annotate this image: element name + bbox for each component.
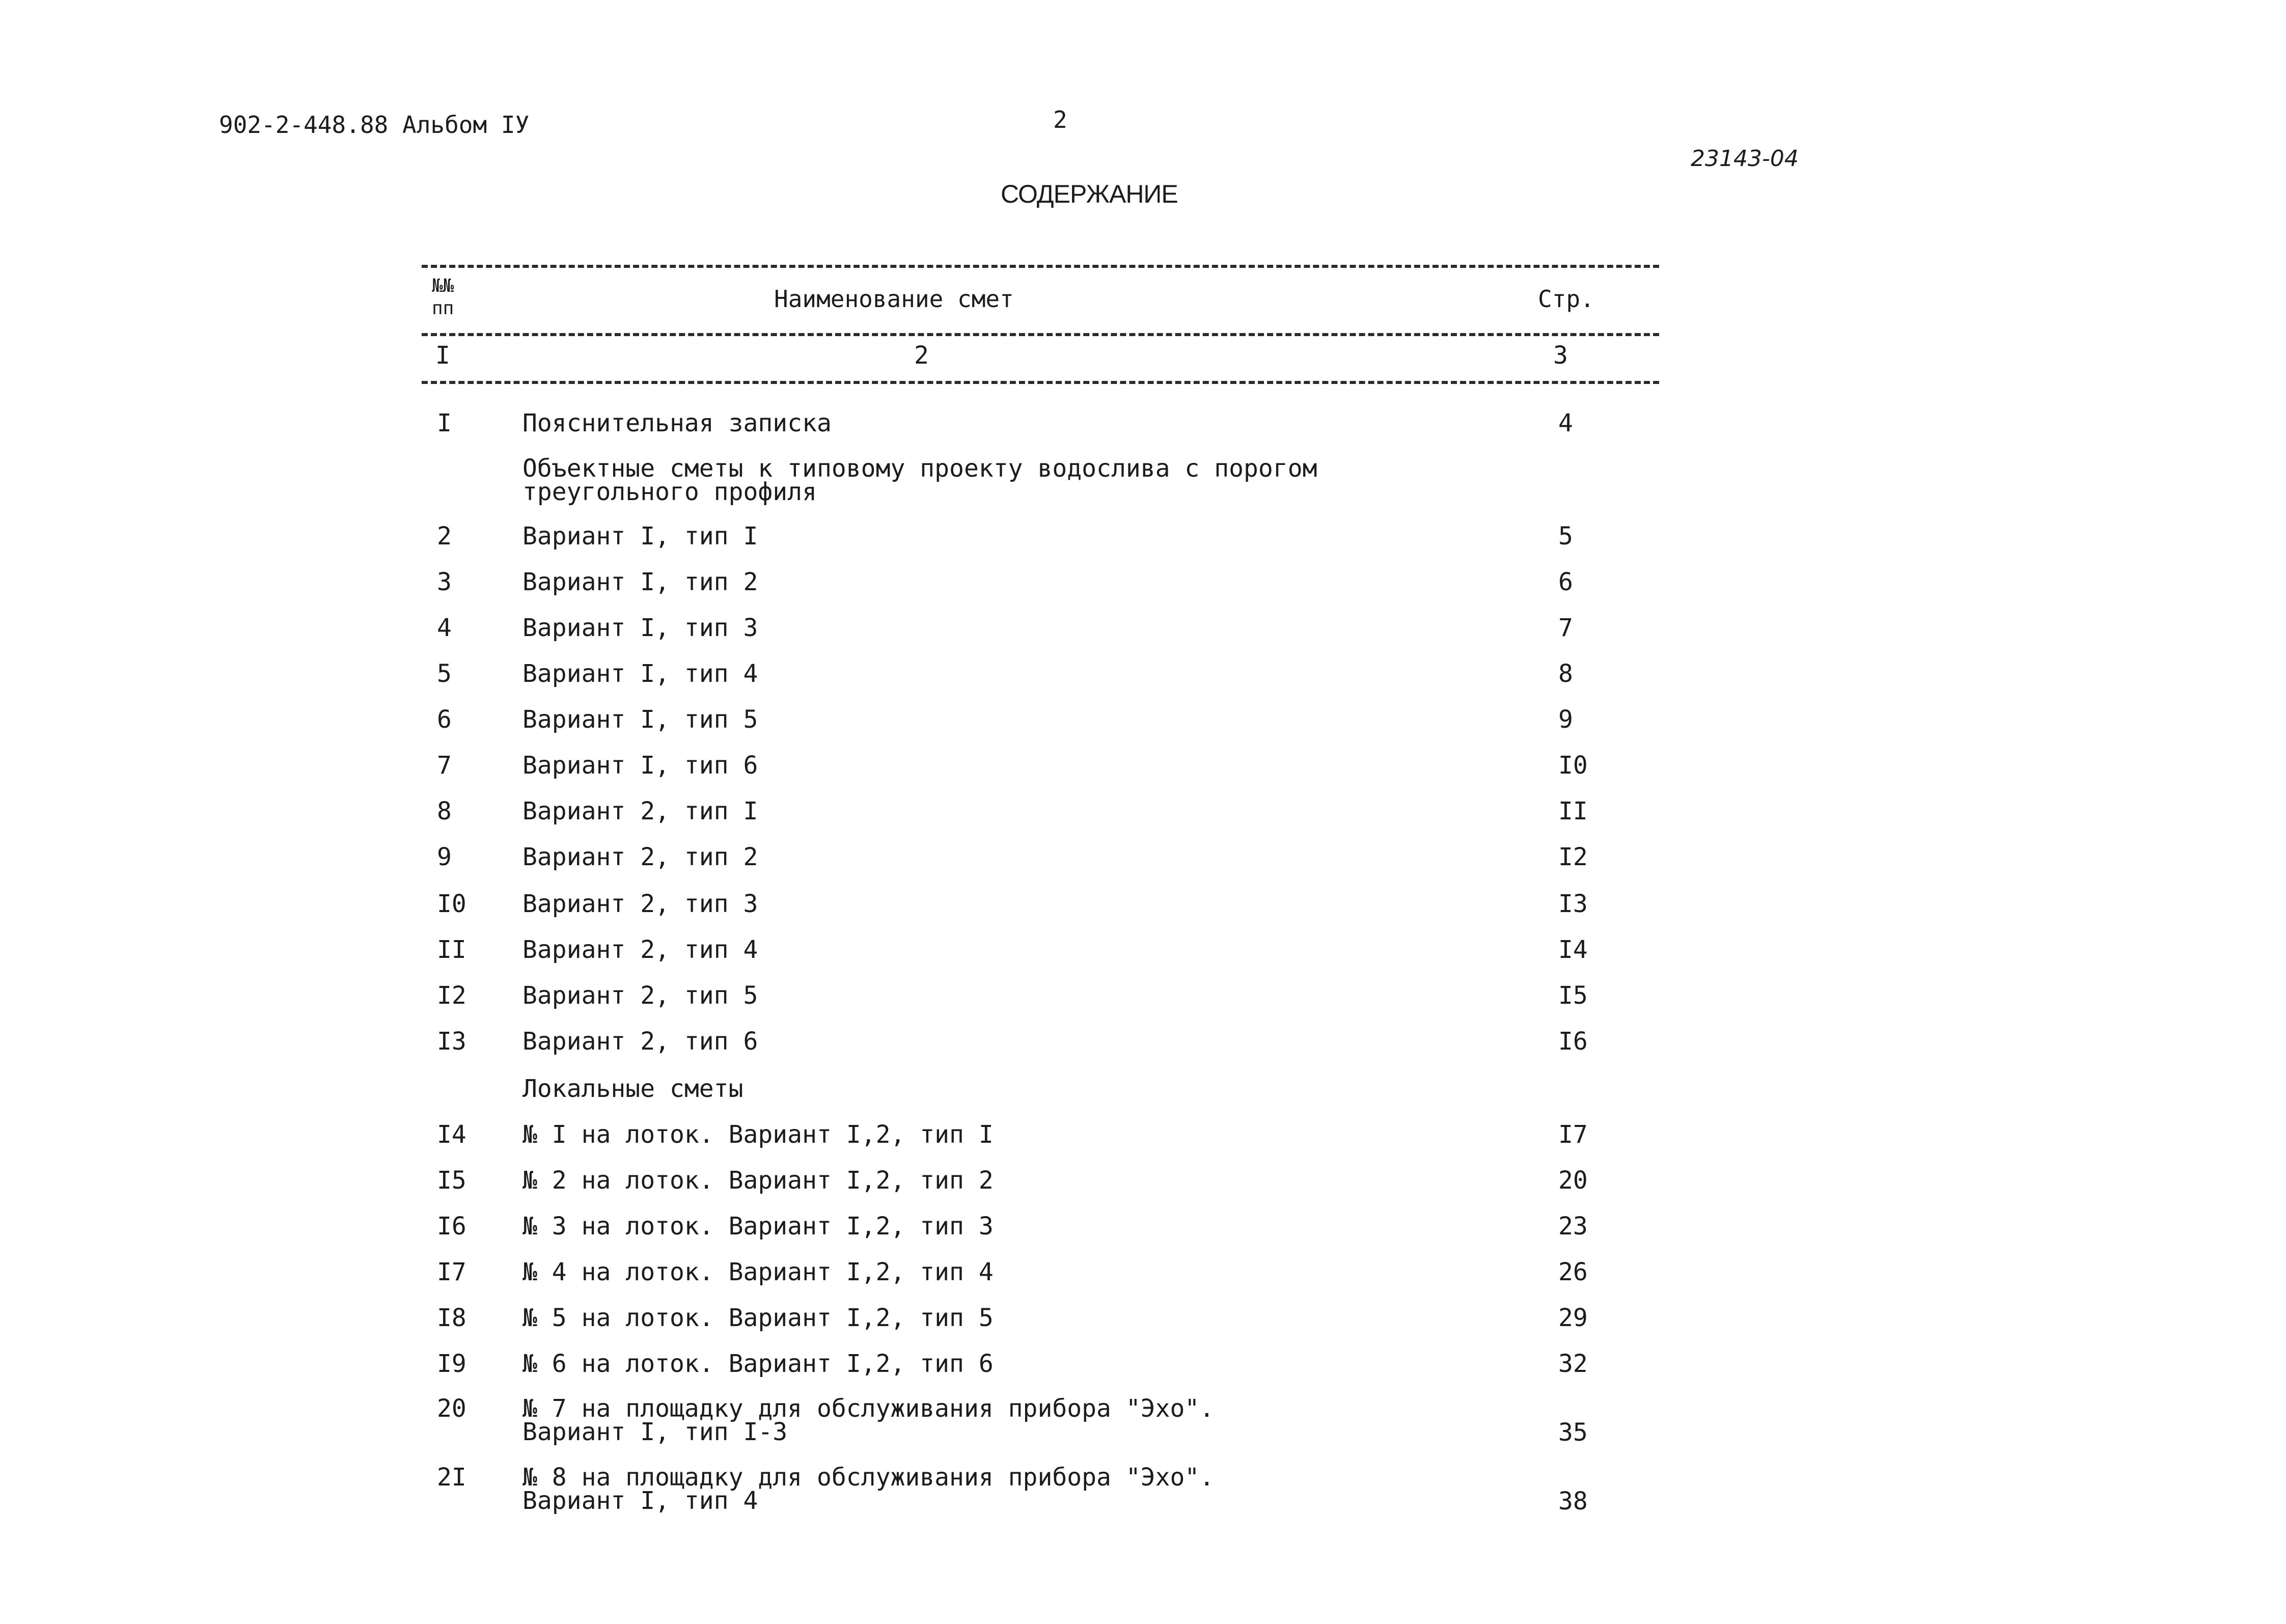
row-page: I0 bbox=[1558, 751, 1588, 780]
row-number: I2 bbox=[437, 981, 466, 1010]
table-body-rule bbox=[422, 381, 1659, 384]
row-number: I6 bbox=[437, 1212, 466, 1241]
row-number: I7 bbox=[437, 1258, 466, 1286]
row-title: Вариант 2, тип 4 bbox=[522, 935, 758, 964]
column-index-1: I bbox=[435, 341, 450, 370]
row-number: I4 bbox=[437, 1120, 466, 1149]
column-index-3: 3 bbox=[1553, 341, 1568, 370]
row-title: Вариант I, тип 3 bbox=[522, 614, 758, 642]
row-title: Вариант I, тип 6 bbox=[522, 751, 758, 780]
header-col-number: №№ пп bbox=[432, 276, 454, 319]
row-title: Объектные сметы к типовому проекту водослива с порогом треугольного профиля bbox=[522, 454, 1317, 506]
row-title: № 4 на лоток. Вариант I,2, тип 4 bbox=[522, 1258, 994, 1286]
row-title: № 7 на площадку для обслуживания прибора "Эхо". Вариант I, тип I-3 bbox=[522, 1394, 1215, 1446]
row-page: 23 bbox=[1558, 1212, 1588, 1241]
row-title: Вариант I, тип 5 bbox=[522, 705, 758, 734]
row-page: 6 bbox=[1558, 568, 1573, 596]
row-title: № 3 на лоток. Вариант I,2, тип 3 bbox=[522, 1212, 994, 1241]
row-number: I0 bbox=[437, 890, 466, 918]
row-page: I2 bbox=[1558, 843, 1588, 871]
row-title: Вариант 2, тип I bbox=[522, 797, 758, 825]
row-title: № 6 на лоток. Вариант I,2, тип 6 bbox=[522, 1350, 994, 1378]
page-number: 2 bbox=[1053, 106, 1067, 133]
row-title: Вариант 2, тип 3 bbox=[522, 890, 758, 918]
row-page: I7 bbox=[1558, 1120, 1588, 1149]
row-title: Пояснительная записка bbox=[522, 409, 832, 437]
row-page: 8 bbox=[1558, 659, 1573, 688]
row-number: 20 bbox=[437, 1394, 466, 1423]
row-title: Вариант I, тип 4 bbox=[522, 659, 758, 688]
row-number: 3 bbox=[437, 568, 452, 596]
row-page: 29 bbox=[1558, 1304, 1588, 1332]
row-title: № 2 на лоток. Вариант I,2, тип 2 bbox=[522, 1166, 994, 1195]
row-number: I5 bbox=[437, 1166, 466, 1195]
row-title: Локальные сметы bbox=[522, 1075, 743, 1103]
row-number: I bbox=[437, 409, 452, 437]
row-title: Вариант I, тип 2 bbox=[522, 568, 758, 596]
row-number: II bbox=[437, 935, 466, 964]
row-number: 4 bbox=[437, 614, 452, 642]
row-page: 32 bbox=[1558, 1350, 1588, 1378]
row-number: I3 bbox=[437, 1027, 466, 1056]
row-number: 5 bbox=[437, 659, 452, 688]
row-number: I9 bbox=[437, 1350, 466, 1378]
row-number: I8 bbox=[437, 1304, 466, 1332]
header-col-page: Стр. bbox=[1538, 285, 1594, 313]
column-index-2: 2 bbox=[914, 341, 929, 370]
table-top-rule bbox=[422, 265, 1659, 268]
row-page: 9 bbox=[1558, 705, 1573, 734]
document-code: 902-2-448.88 Альбом IУ bbox=[219, 111, 530, 139]
row-title: № 8 на площадку для обслуживания прибора "Эхо". Вариант I, тип 4 bbox=[522, 1463, 1215, 1515]
row-page: 38 bbox=[1558, 1487, 1588, 1516]
inventory-stamp: 23143-04 bbox=[1691, 146, 1799, 172]
row-title: Вариант 2, тип 2 bbox=[522, 843, 758, 871]
row-title: Вариант 2, тип 5 bbox=[522, 981, 758, 1010]
row-title: № I на лоток. Вариант I,2, тип I bbox=[522, 1120, 994, 1149]
row-page: I4 bbox=[1558, 935, 1588, 964]
page-title: СОДЕРЖАНИЕ bbox=[1001, 180, 1178, 208]
row-number: 6 bbox=[437, 705, 452, 734]
row-number: 8 bbox=[437, 797, 452, 825]
header-col-name: Наименование смет bbox=[774, 285, 1014, 313]
row-page: 4 bbox=[1558, 409, 1573, 437]
row-page: 20 bbox=[1558, 1166, 1588, 1195]
row-page: I5 bbox=[1558, 981, 1588, 1010]
row-title: Вариант 2, тип 6 bbox=[522, 1027, 758, 1056]
row-page: 5 bbox=[1558, 522, 1573, 550]
row-page: 26 bbox=[1558, 1258, 1588, 1286]
table-header-rule bbox=[422, 333, 1659, 336]
row-page: I3 bbox=[1558, 890, 1588, 918]
row-title: № 5 на лоток. Вариант I,2, тип 5 bbox=[522, 1304, 994, 1332]
row-title: Вариант I, тип I bbox=[522, 522, 758, 550]
row-page: II bbox=[1558, 797, 1588, 825]
row-number: 2 bbox=[437, 522, 452, 550]
row-page: 7 bbox=[1558, 614, 1573, 642]
row-number: 9 bbox=[437, 843, 452, 871]
row-page: 35 bbox=[1558, 1418, 1588, 1447]
row-page: I6 bbox=[1558, 1027, 1588, 1056]
row-number: 7 bbox=[437, 751, 452, 780]
row-number: 2I bbox=[437, 1463, 466, 1492]
